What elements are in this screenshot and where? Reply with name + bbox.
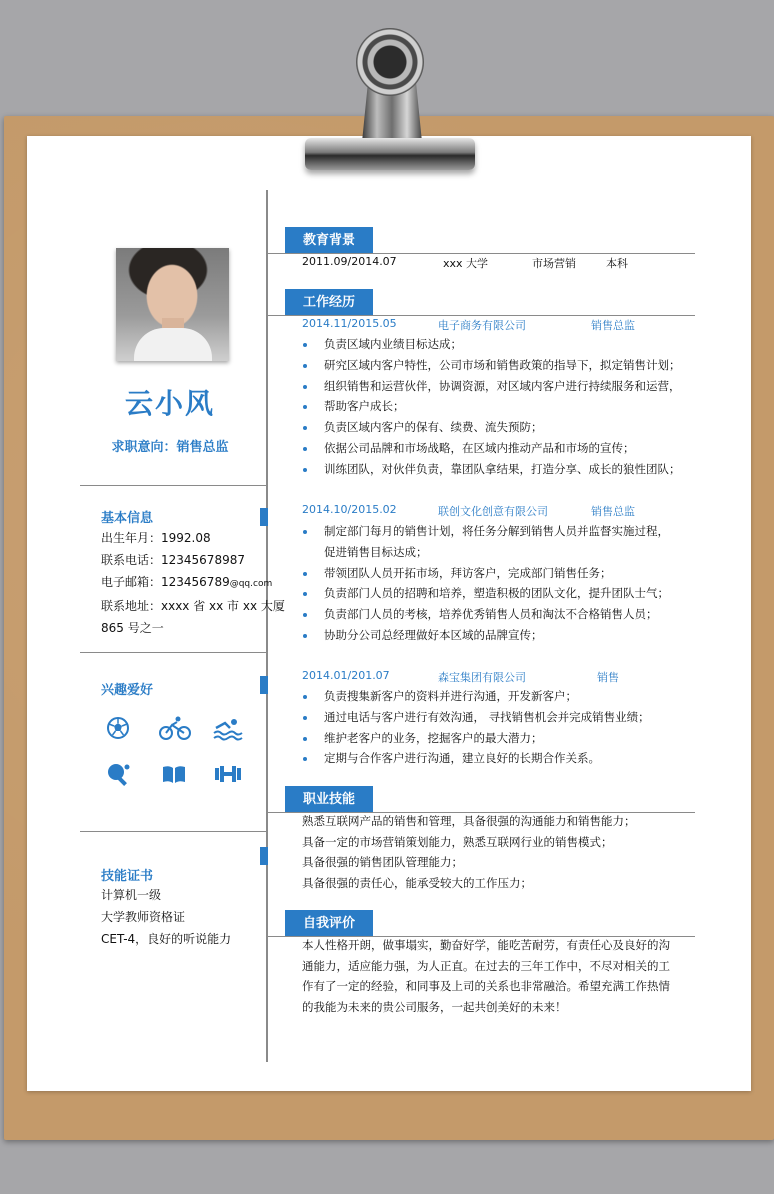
divider — [80, 485, 266, 486]
job-company: 森宝集团有限公司 — [438, 671, 526, 684]
list-item: 研究区域内客户特性，公司市场和销售政策的指导下，拟定销售计划； — [300, 355, 685, 376]
divider — [80, 831, 266, 832]
soccer-icon — [104, 714, 132, 742]
section-marker — [260, 676, 268, 694]
hobbies-title: 兴趣爱好 — [101, 683, 154, 698]
phone-number: 联系电话：12345678987 — [101, 553, 245, 567]
job-position: 销售 — [597, 671, 619, 684]
section-marker — [260, 847, 268, 865]
list-item: 负责区域内客户的保有、续费、流失预防； — [300, 417, 685, 438]
job-duties — [300, 334, 685, 480]
self-eval-title: 自我评价 — [285, 910, 373, 937]
self-eval-text: 本人性格开朗，做事塌实，勤奋好学，能吃苦耐劳，有责任心及良好的沟 通能力，适应能力强，为人正直。在过去的三年工作中，不尽对相关的工 作有了一定的经验，和同事及上司的关系也非常融洽。希望充满工作热情 的我能为未来的贵公司服务，一起共创美好的未来！ — [302, 938, 670, 1014]
list-item: 通过电话与客户进行有效沟通， 寻找销售机会并完成销售业绩； — [300, 707, 685, 728]
list-item: 定期与合作客户进行沟通，建立良好的长期合作关系。 — [300, 748, 685, 769]
list-item: 训练团队，对伙伴负责，靠团队拿结果，打造分享、成长的狼性团队； — [300, 459, 685, 480]
education-period: 2011.09/2014.07 — [302, 255, 397, 268]
certificate-item: CET-4，良好的听说能力 — [101, 932, 232, 946]
pro-skills-text: 熟悉互联网产品的销售和管理，具备很强的沟通能力和销售能力； 具备一定的市场营销策划能力，熟悉互联网行业的销售模式； 具备很强的销售团队管理能力； 具备很强的责任心，能承受较大的工作压力； — [302, 814, 636, 890]
pro-skills-title: 职业技能 — [285, 786, 373, 813]
job-period: 2014.01/201.07 — [302, 669, 390, 682]
education-school: xxx 大学 — [443, 257, 489, 270]
work-title: 工作经历 — [285, 289, 373, 316]
list-item: 负责部门人员的招聘和培养，塑造积极的团队文化，提升团队士气； — [300, 583, 685, 604]
job-duties — [300, 686, 685, 769]
certificate-item: 大学教师资格证 — [101, 910, 186, 924]
list-item: 带领团队人员开拓市场，拜访客户，完成部门销售任务； — [300, 563, 685, 584]
list-item: 负责区域内业绩目标达成； — [300, 334, 685, 355]
certificate-item: 计算机一级 — [101, 888, 162, 902]
job-intent: 求职意向：销售总监 — [111, 440, 229, 455]
birth-date: 出生年月：1992.08 — [101, 531, 211, 545]
basic-info-title: 基本信息 — [101, 511, 154, 526]
profile-photo — [116, 248, 229, 361]
certificates-list — [101, 884, 231, 950]
binder-clip-ring — [356, 28, 424, 96]
education-title: 教育背景 — [285, 227, 373, 254]
list-item: 促进销售目标达成； — [324, 544, 428, 559]
list-item: 帮助客户成长； — [300, 396, 685, 417]
education-major: 市场营销 — [532, 257, 576, 270]
swimming-icon — [212, 714, 244, 742]
certificates-title: 技能证书 — [101, 869, 154, 884]
education-degree: 本科 — [606, 257, 628, 270]
list-item: 协助分公司总经理做好本区域的品牌宣传； — [300, 625, 685, 646]
section-rule — [267, 253, 695, 254]
list-item: 依据公司品牌和市场战略，在区域内推动产品和市场的宣传； — [300, 438, 685, 459]
address-line-2: 865 号之一 — [101, 621, 164, 635]
section-marker — [260, 508, 268, 526]
list-item: 制定部门每月的销售计划，将任务分解到销售人员并监督实施过程， — [300, 521, 685, 542]
job-duties — [300, 521, 685, 646]
job-period: 2014.11/2015.05 — [302, 317, 397, 330]
table-tennis-icon — [104, 760, 132, 788]
job-company: 电子商务有限公司 — [438, 319, 526, 332]
section-rule — [267, 315, 695, 316]
reading-icon — [160, 760, 188, 788]
divider — [80, 652, 266, 653]
job-position: 销售总监 — [591, 319, 635, 332]
list-item: 维护老客户的业务，挖掘客户的最大潜力； — [300, 728, 685, 749]
email: 电子邮箱：123456789@qq.com — [101, 575, 273, 589]
job-position: 销售总监 — [591, 505, 635, 518]
cycling-icon — [159, 714, 191, 742]
address-line-1: 联系地址：xxxx 省 xx 市 xx 大厦 — [101, 599, 285, 613]
list-item: 负责搜集新客户的资料并进行沟通，开发新客户； — [300, 686, 685, 707]
list-item: 组织销售和运营伙伴，协调资源，对区域内客户进行持续服务和运营， — [300, 376, 685, 397]
binder-clip-base — [305, 138, 475, 170]
job-period: 2014.10/2015.02 — [302, 503, 397, 516]
basic-info-list — [101, 527, 285, 639]
candidate-name: 云小风 — [124, 387, 215, 420]
fitness-icon — [212, 760, 244, 788]
list-item: 负责部门人员的考核，培养优秀销售人员和淘汰不合格销售人员； — [300, 604, 685, 625]
job-company: 联创文化创意有限公司 — [438, 505, 548, 518]
